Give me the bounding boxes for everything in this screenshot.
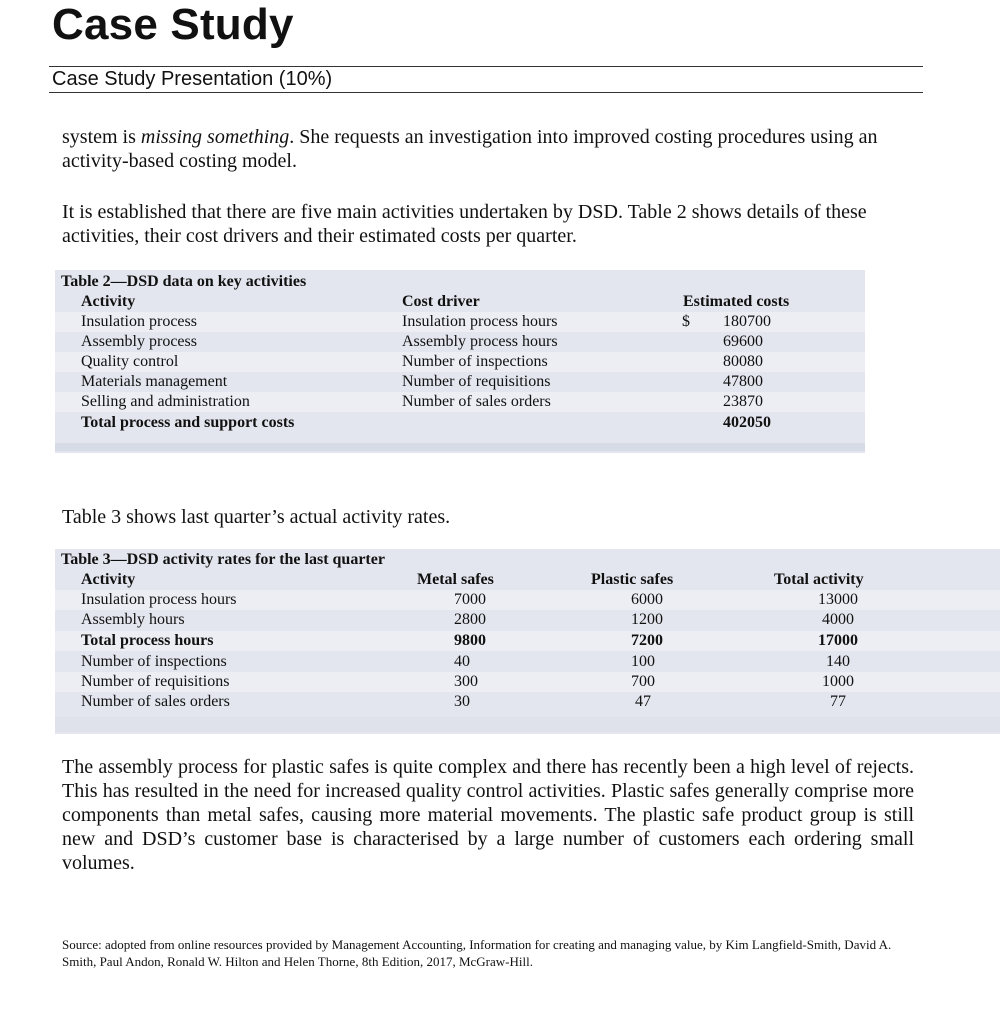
table-3-activity: Number of sales orders (81, 693, 230, 710)
table-3-metal: 7000 (454, 591, 486, 608)
table-3 (55, 549, 1000, 734)
table-row (55, 652, 1000, 672)
table-row (55, 590, 1000, 610)
paragraph-intro (62, 125, 922, 173)
table-3-bottom-rule (55, 717, 1000, 732)
table-3-caption-row (55, 550, 1000, 570)
table-3-total: 140 (826, 653, 850, 670)
table-2-caption-row (55, 272, 865, 292)
table-3-metal: 2800 (454, 611, 486, 628)
table-2-caption: Table 2—DSD data on key activities (61, 273, 307, 290)
table-2-driver: Insulation process hours (402, 313, 558, 330)
table-3-activity: Number of inspections (81, 653, 227, 670)
table-3-header-row (55, 570, 1000, 590)
table-3-plastic: 700 (631, 673, 655, 690)
table-2-driver: Number of inspections (402, 353, 548, 370)
table-2-driver: Number of requisitions (402, 373, 551, 390)
table-3-metal: 40 (454, 653, 470, 670)
table-3-plastic: 1200 (631, 611, 663, 628)
table-2-activity: Materials management (81, 373, 228, 390)
table-3-metal: 9800 (454, 632, 486, 649)
paragraph-intro-a: system is (62, 126, 141, 148)
table-3-plastic: 6000 (631, 591, 663, 608)
paragraph-table3-intro: Table 3 shows last quarter’s actual activity rates. (62, 506, 451, 528)
table-2-header-driver: Cost driver (402, 293, 480, 310)
table-3-header-metal: Metal safes (417, 571, 494, 588)
table-3-total: 77 (830, 693, 846, 710)
table-2-header-costs: Estimated costs (683, 293, 790, 310)
table-2 (55, 270, 865, 453)
table-2-activity: Selling and administration (81, 393, 250, 410)
table-row (55, 312, 865, 332)
table-row (55, 332, 865, 352)
subheading-bar (49, 66, 923, 93)
page-subtitle: Case Study Presentation (10%) (52, 68, 333, 90)
table-3-total: 4000 (822, 611, 854, 628)
table-3-metal: 300 (454, 673, 478, 690)
table-row (55, 631, 1000, 651)
paragraph-plastic-safes: The assembly process for plastic safes is quite complex and there has recently been a high level of rejects. This has resulted in the need for increased quality control activities. Plastic safes generally comprise more components than metal safes, causing more material movements. The plastic safe product group is still new and DSD’s customer base is characterised by a large number of customers each ordering small volumes. (62, 756, 914, 874)
table-2-cost: 47800 (723, 373, 763, 390)
table-row (55, 392, 865, 412)
table-2-currency: $ (682, 313, 690, 330)
table-2-activity: Insulation process (81, 313, 197, 330)
table-2-total-label: Total process and support costs (81, 414, 295, 431)
table-2-cost: 180700 (723, 313, 771, 330)
table-2-driver: Number of sales orders (402, 393, 551, 410)
table-3-plastic: 47 (635, 693, 651, 710)
table-2-bottom-rule (55, 443, 865, 451)
table-3-total: 13000 (818, 591, 858, 608)
table-2-activity: Quality control (81, 353, 179, 370)
table-2-cost: 69600 (723, 333, 763, 350)
table-2-total-row (55, 413, 865, 433)
table-2-cost: 23870 (723, 393, 763, 410)
table-row (55, 672, 1000, 692)
paragraph-intro-b: . She requests an investigation into improved costing procedures using an activity-based costing model. (62, 126, 878, 172)
table-3-activity: Total process hours (81, 632, 214, 649)
table-3-header-plastic: Plastic safes (591, 571, 674, 588)
table-3-activity: Insulation process hours (81, 591, 237, 608)
table-3-header-activity: Activity (81, 571, 136, 588)
table-3-caption: Table 3—DSD activity rates for the last quarter (61, 551, 385, 568)
table-3-total: 17000 (818, 632, 858, 649)
page-title: Case Study (52, 0, 294, 49)
table-2-driver: Assembly process hours (402, 333, 558, 350)
table-row (55, 352, 865, 372)
paragraph-intro-emphasis: missing something (140, 126, 290, 148)
table-3-plastic: 100 (631, 653, 655, 670)
table-2-header-activity: Activity (81, 293, 136, 310)
table-2-activity: Assembly process (81, 333, 197, 350)
paragraph-activities: It is established that there are five main activities undertaken by DSD. Table 2 shows details of these activities, their cost drivers and their estimated costs per quarter. (62, 201, 867, 247)
table-3-metal: 30 (454, 693, 470, 710)
table-row (55, 372, 865, 392)
table-row (55, 610, 1000, 630)
table-2-header-row (55, 292, 865, 312)
table-3-activity: Number of requisitions (81, 673, 230, 690)
table-3-header-total: Total activity (774, 571, 864, 588)
source-citation: Source: adopted from online resources provided by Management Accounting, Information for creating and managing value, by Kim Langfield-Smith, David A. Smith, Paul Andon, Ronald W. Hilton and Helen Thorne, 8th Edition, 2017, McGraw-Hill. (62, 937, 892, 969)
table-3-total: 1000 (822, 673, 854, 690)
table-3-activity: Assembly hours (81, 611, 185, 628)
table-row (55, 692, 1000, 712)
table-2-cost: 80080 (723, 353, 763, 370)
table-3-plastic: 7200 (631, 632, 663, 649)
table-2-total-value: 402050 (723, 414, 771, 431)
